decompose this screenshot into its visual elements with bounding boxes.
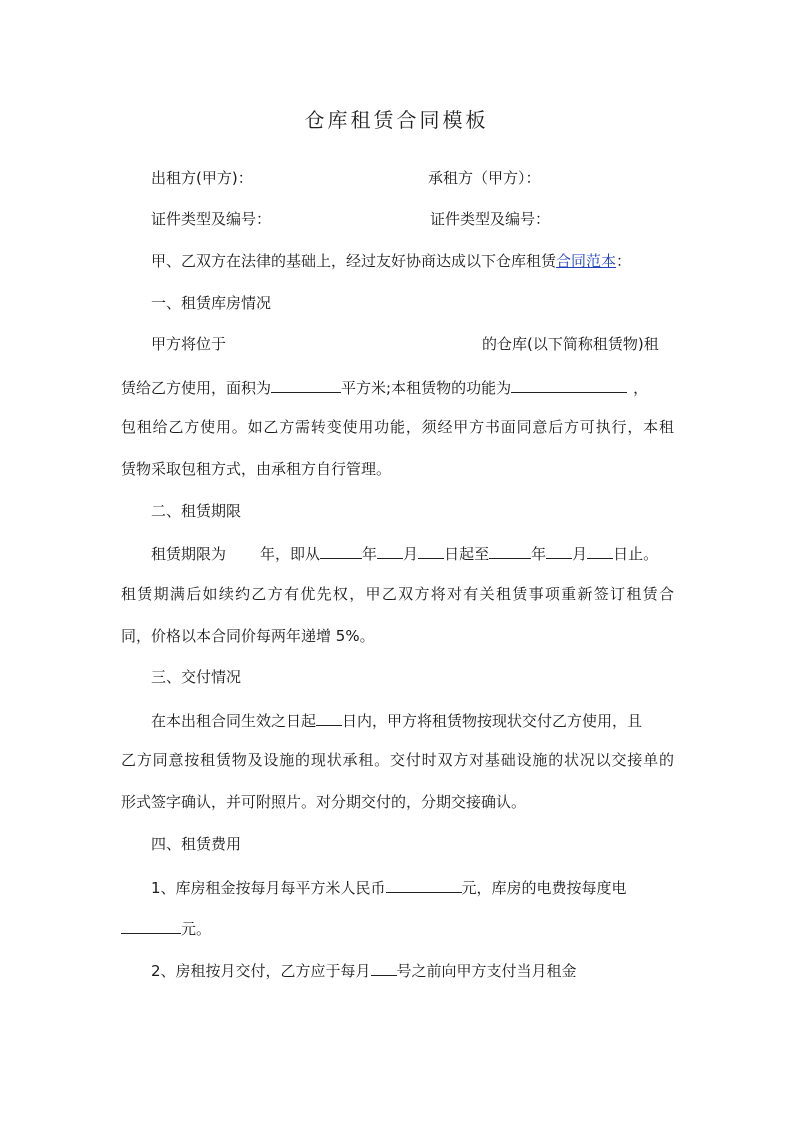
section1-p3: 包租给乙方使用。如乙方需转变使用功能，须经甲方书面同意后方可执行，本租 bbox=[121, 418, 674, 436]
section4-heading: 四、租赁费用 bbox=[151, 835, 242, 853]
start-month-blank bbox=[377, 542, 403, 559]
party-b-label: 承租方（甲方）： bbox=[428, 169, 541, 187]
section2-p1 bbox=[151, 542, 658, 564]
day-end-label: 日止。 bbox=[613, 545, 659, 563]
section4-item1-cont bbox=[121, 917, 211, 939]
section1-p1-start: 甲方将位于 bbox=[151, 335, 227, 353]
month-label-2: 月 bbox=[572, 545, 588, 563]
year-label-2: 年 bbox=[531, 545, 547, 563]
end-year-blank bbox=[489, 542, 531, 559]
rent-label: 1、库房租金按每月每平方米人民币 bbox=[151, 879, 386, 897]
electricity-blank bbox=[121, 917, 181, 934]
year-label-1: 年 bbox=[362, 545, 378, 563]
section2-p3: 同，价格以本合同价每两年递增 5%。 bbox=[121, 627, 375, 645]
id-type-a-label: 证件类型及编号： bbox=[151, 210, 272, 228]
party-a-label: 出租方(甲方)： bbox=[151, 169, 253, 187]
section3-heading: 三、交付情况 bbox=[151, 668, 242, 686]
section1-p4: 赁物采取包租方式，由承租方自行管理。 bbox=[121, 460, 392, 478]
payment-day-blank bbox=[371, 959, 397, 976]
delivery-label: 在本出租合同生效之日起 bbox=[151, 712, 317, 730]
section3-p3: 形式签字确认，并可附照片。对分期交付的，分期交接确认。 bbox=[121, 793, 527, 811]
section2-p2: 租赁期满后如续约乙方有优先权，甲乙双方将对有关租赁事项重新签订租赁合 bbox=[121, 585, 674, 603]
start-day-blank bbox=[418, 542, 444, 559]
comma: ， bbox=[633, 379, 649, 397]
intro-end: ： bbox=[616, 252, 632, 270]
section3-p2: 乙方同意按租赁物及设施的现状承租。交付时双方对基础设施的状况以交接单的 bbox=[121, 751, 674, 769]
area-blank bbox=[271, 376, 341, 393]
month-label-1: 月 bbox=[403, 545, 419, 563]
payment-rest: 号之前向甲方支付当月租金 bbox=[396, 962, 577, 980]
electricity-label: 元，库房的电费按每度电 bbox=[461, 879, 627, 897]
section3-p1 bbox=[151, 709, 642, 731]
yuan-label: 元。 bbox=[181, 920, 212, 938]
section1-heading: 一、租赁库房情况 bbox=[151, 294, 272, 312]
rent-blank bbox=[386, 876, 462, 893]
delivery-rest: 日内，甲方将租赁物按现状交付乙方使用，且 bbox=[342, 712, 643, 730]
section1-p2 bbox=[121, 376, 648, 398]
term-label: 租赁期限为 bbox=[151, 545, 227, 563]
day-to-label: 日起至 bbox=[444, 545, 490, 563]
term-years-from: 年，即从 bbox=[260, 545, 321, 563]
end-month-blank bbox=[546, 542, 572, 559]
function-label: 平方米;本租赁物的功能为 bbox=[341, 379, 512, 397]
payment-label: 2、房租按月交付，乙方应于每月 bbox=[151, 962, 371, 980]
section2-heading: 二、租赁期限 bbox=[151, 502, 242, 520]
delivery-days-blank bbox=[316, 709, 342, 726]
document-title: 仓库租赁合同模板 bbox=[304, 108, 489, 132]
intro-text: 甲、乙双方在法律的基础上，经过友好协商达成以下仓库租赁 bbox=[151, 252, 557, 270]
id-type-b-label: 证件类型及编号： bbox=[430, 210, 551, 228]
section4-item2 bbox=[151, 959, 577, 981]
contract-template-link[interactable]: 合同范本 bbox=[556, 252, 617, 270]
area-label: 赁给乙方使用，面积为 bbox=[121, 379, 272, 397]
function-blank bbox=[511, 376, 627, 393]
end-day-blank bbox=[587, 542, 613, 559]
intro-paragraph bbox=[151, 251, 631, 271]
section1-p1-end: 的仓库(以下简称租赁物)租 bbox=[482, 335, 659, 353]
section4-item1 bbox=[151, 876, 627, 898]
start-year-blank bbox=[320, 542, 362, 559]
